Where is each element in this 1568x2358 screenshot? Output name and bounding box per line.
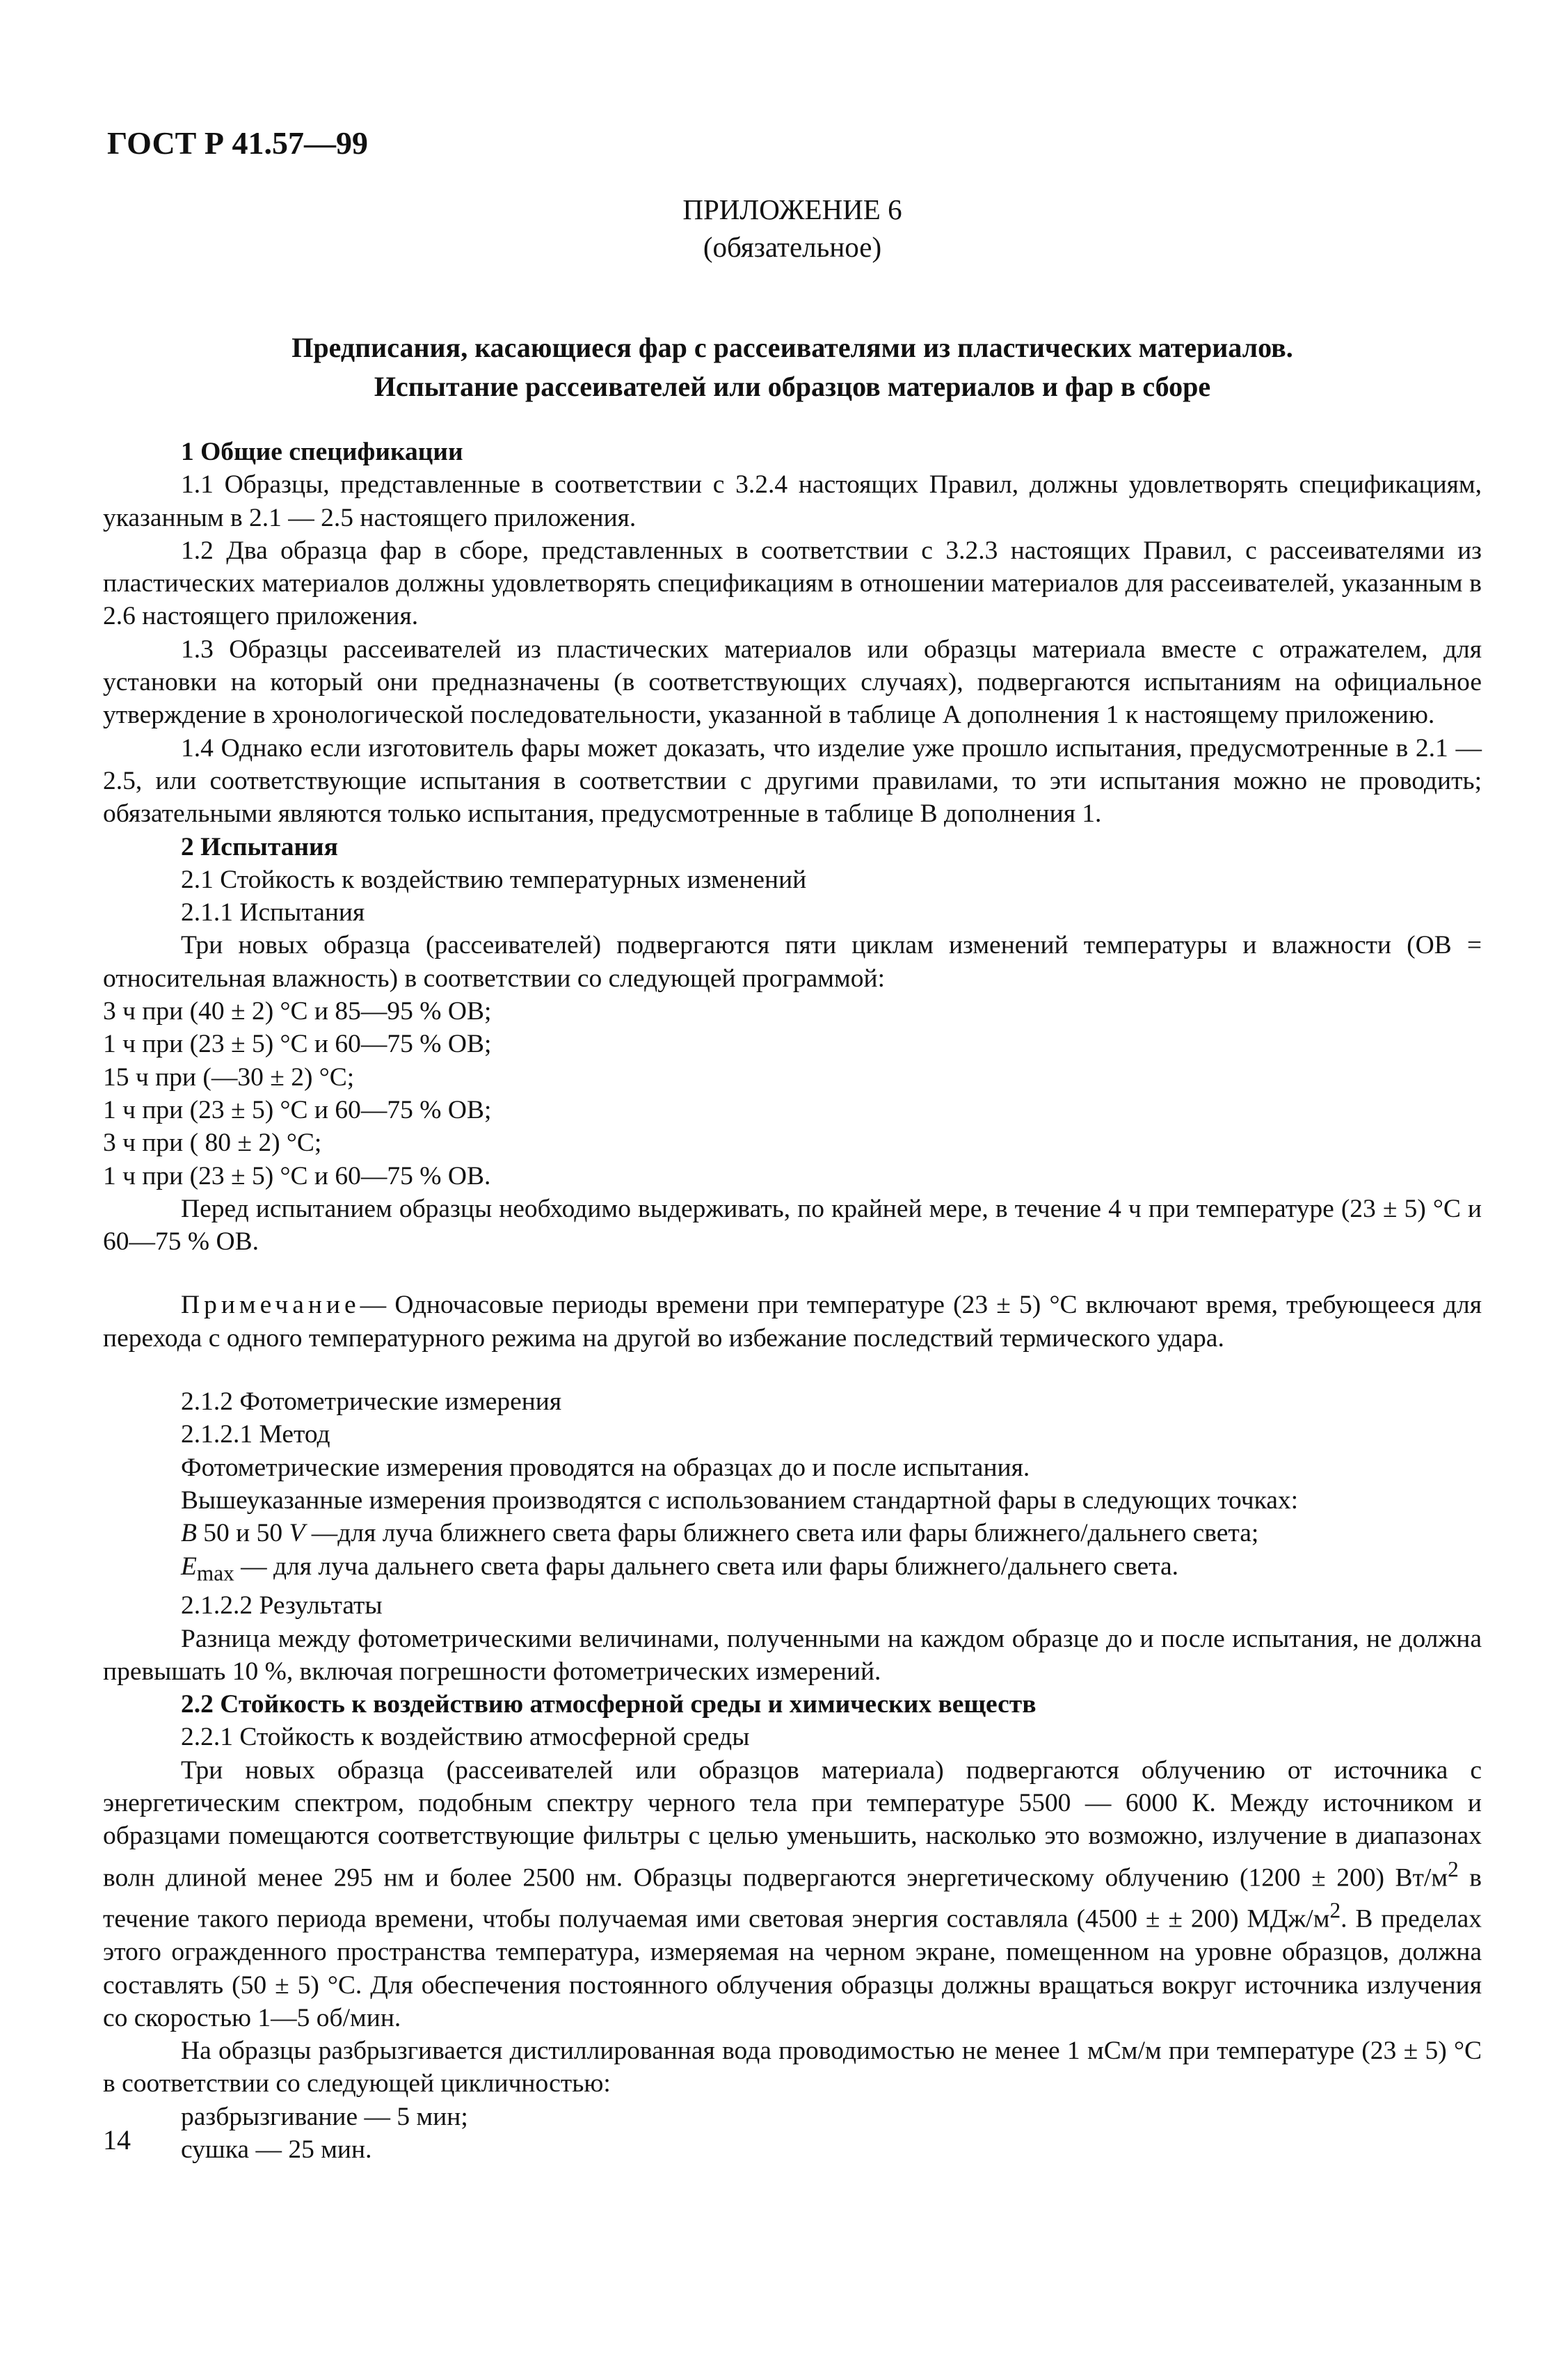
symbol-b: B [181, 1519, 197, 1548]
paragraph-2-1-1-text: Три новых образца (рассеивателей) подвергаются пяти циклам изменений температуры и влажности (ОВ = относительная влажность) в соответствии со следующей программой: [103, 931, 1482, 993]
section-2-title: 2 Испытания [181, 832, 338, 861]
point-1-mid: 50 и 50 [196, 1519, 289, 1548]
note-text: — Одночасовые периоды времени при температуре (23 ± 5) °С включают время, требующееся для перехода с одного температурного режима на другой во избежание последствий термического удара. [103, 1291, 1482, 1353]
appendix-title: ПРИЛОЖЕНИЕ 6 [682, 193, 902, 225]
section-1-title: 1 Общие спецификации [181, 438, 463, 466]
symbol-e: E [181, 1552, 197, 1581]
weathering-text-b: в течение такого периода времени, чтобы получаемая ими световая энергия составляла (4500 ± ± 200) МДж/м [103, 1863, 1482, 1934]
superscript: 2 [1448, 1856, 1459, 1881]
paragraph-before-test: Перед испытанием образцы необходимо выдерживать, по крайней мере, в течение 4 ч при температуре (23 ± 5) °С и 60—75 % ОВ. [103, 1194, 1482, 1257]
paragraph-2-1-1: 2.1.1 Испытания [181, 898, 365, 927]
note-paragraph [103, 1289, 1482, 1355]
paragraph-method-1: Фотометрические измерения проводятся на образцах до и после испытания. [181, 1453, 1030, 1482]
symbol-e-subscript: max [196, 1561, 234, 1585]
paragraph-2-1: 2.1 Стойкость к воздействию температурных изменений [181, 865, 807, 894]
paragraph-2-1-2: 2.1.2 Фотометрические измерения [181, 1387, 562, 1417]
spray-item: разбрызгивание — 5 мин; [181, 2102, 468, 2131]
page-number: 14 [103, 2124, 131, 2156]
section-2-2-title: 2.2 Стойкость к воздействию атмосферной среды и химических веществ [181, 1690, 1037, 1719]
paragraph-1-2: 1.2 Два образца фар в сборе, представленных в соответствии с 3.2.3 настоящих Правил, с рассеивателями из пластических материалов должны удовлетворять спецификациям в отношении материалов для рассеивателей, указанным в 2.6 настоящего приложения. [103, 536, 1482, 631]
paragraph-2-2-1: 2.2.1 Стойкость к воздействию атмосферной среды [181, 1723, 750, 1752]
appendix-subtitle: (обязательное) [703, 231, 882, 263]
paragraph-1-3: 1.3 Образцы рассеивателей из пластических материалов или образцы материала вместе с отражателем, для установки на который они предназначены (в соответствующих случаях), подвергаются испытаниям на официальное утверждение в хронологической последовательности, указанной в таблице А дополнения 1 к настоящему приложению. [103, 635, 1482, 730]
weathering-text-a: Три новых образца (рассеивателей или образцов материала) подвергаются облучению от источника с энергетическим спектром, подобным спектру черного тела при температуре 5500 — 6000 К. Между источником и образцами помещаются соответствующие фильтры с целью уменьшить, насколько это возможно, излучение в диапазонах волн длиной менее 295 нм и более 2500 нм. Образцы подвергаются энергетическому облучению (1200 ± 200) Вт/м [103, 1755, 1482, 1893]
spray-item: сушка — 25 мин. [181, 2135, 372, 2165]
measurement-point-1 [103, 1517, 1482, 1550]
point-2-text: — для луча дальнего света фары дальнего света или фары ближнего/дальнего света. [234, 1552, 1179, 1581]
paragraph-2-1-2-2: 2.1.2.2 Результаты [181, 1591, 383, 1620]
measurement-point-2 [103, 1550, 1482, 1590]
section-heading [103, 328, 1482, 406]
cycle-item: 1 ч при (23 ± 5) °С и 60—75 % ОВ. [103, 1161, 491, 1190]
paragraph-2-1-2-1: 2.1.2.1 Метод [181, 1420, 330, 1449]
heading-line-1: Предписания, касающиеся фар с рассеивателями из пластических материалов. [291, 332, 1293, 363]
cycle-item: 15 ч при (—30 ± 2) °С; [103, 1062, 355, 1092]
symbol-v: V [289, 1519, 305, 1548]
document-body [103, 436, 1482, 2166]
weathering-text-c: . В пределах этого огражденного пространства температура, измеряемая на черном экране, помещенном на уровне образцов, должна составлять (50 ± 5) °С. Для обеспечения постоянного облучения образцы должны вращаться вокруг источника излучения со скоростью 1—5 об/мин. [103, 1904, 1482, 2032]
point-1-text: —для луча ближнего света фары ближнего света или фары ближнего/дальнего света; [305, 1519, 1259, 1548]
spacer [103, 1355, 1482, 1385]
paragraph-weathering [103, 1754, 1482, 2034]
cycle-item: 3 ч при ( 80 ± 2) °С; [103, 1129, 322, 1158]
paragraph-results: Разница между фотометрическими величинами, полученными на каждом образце до и после испытания, не должна превышать 10 %, включая погрешности фотометрических измерений. [103, 1624, 1482, 1686]
superscript: 2 [1329, 1898, 1341, 1923]
spacer [103, 1258, 1482, 1289]
cycle-item: 1 ч при (23 ± 5) °С и 60—75 % ОВ; [103, 1095, 492, 1124]
cycle-item: 1 ч при (23 ± 5) °С и 60—75 % ОВ; [103, 1030, 492, 1059]
paragraph-1-4: 1.4 Однако если изготовитель фары может доказать, что изделие уже прошло испытания, предусмотренные в 2.1 — 2.5, или соответствующие испытания в соответствии с другими правилами, то эти испытания можно не проводить; обязательными являются только испытания, предусмотренные в таблице В дополнения 1. [103, 733, 1482, 829]
paragraph-method-2: Вышеуказанные измерения производятся с использованием стандартной фары в следующих точках: [181, 1485, 1299, 1515]
note-label: Примечание [181, 1291, 360, 1320]
cycle-item: 3 ч при (40 ± 2) °С и 85—95 % ОВ; [103, 997, 492, 1026]
heading-line-2: Испытание рассеивателей или образцов материалов и фар в сборе [374, 371, 1211, 402]
paragraph-1-1: 1.1 Образцы, представленные в соответствии с 3.2.4 настоящих Правил, должны удовлетворять спецификациям, указанным в 2.1 — 2.5 настоящего приложения. [103, 470, 1482, 532]
paragraph-spray: На образцы разбрызгивается дистиллированная вода проводимостью не менее 1 мСм/м при температуре (23 ± 5) °С в соответствии со следующей цикличностью: [103, 2037, 1482, 2098]
standard-code: ГОСТ Р 41.57—99 [107, 125, 368, 161]
